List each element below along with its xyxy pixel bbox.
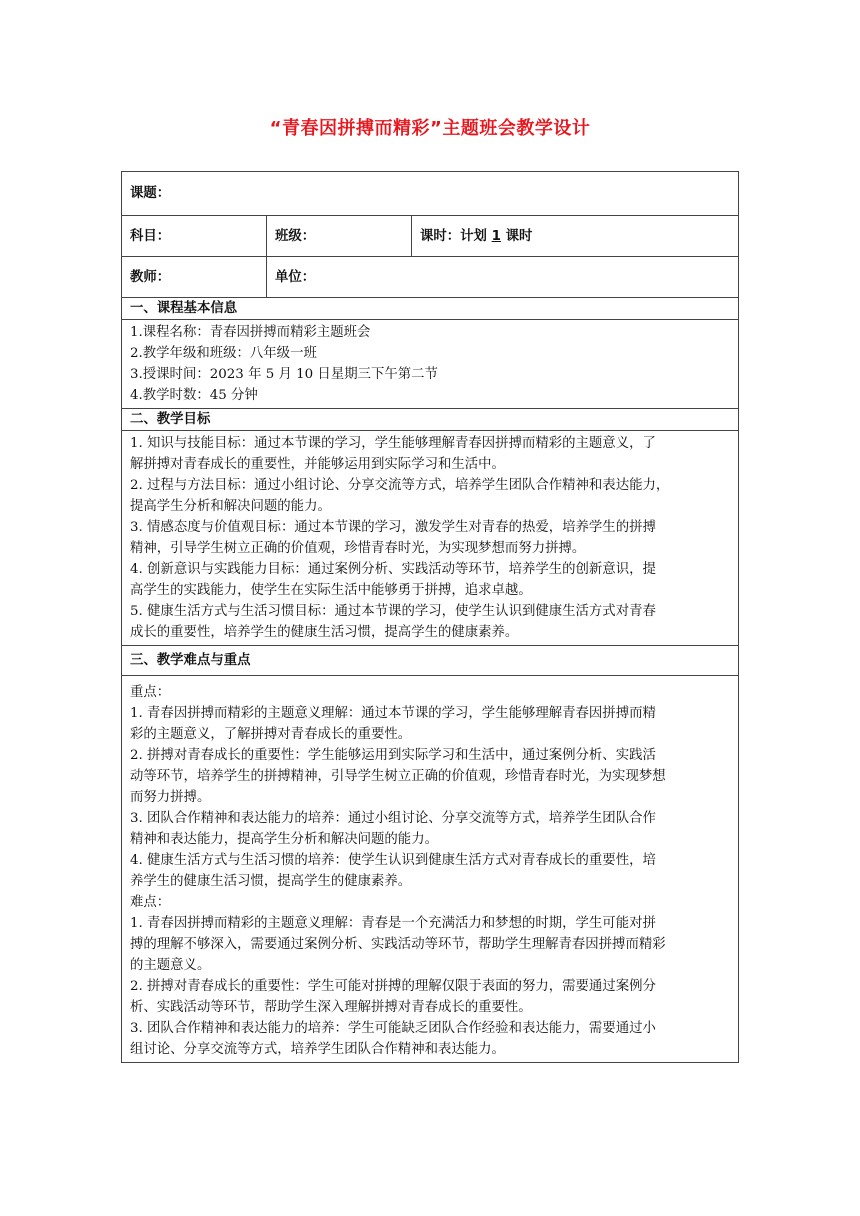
topic-row [122, 172, 739, 216]
section1-line: 1.课程名称：青春因拼搏而精彩主题班会 [130, 325, 371, 340]
section3-line: 析、实践活动等环节，帮助学生深入理解拼搏对青春成长的重要性。 [130, 1000, 532, 1015]
period-cell [412, 216, 739, 257]
subject-label: 科目： [122, 216, 267, 257]
section1-heading-row [122, 298, 739, 320]
section3-line: 3. 团队合作精神和表达能力的培养：学生可能缺乏团队合作经验和表达能力，需要通过小 [130, 1021, 656, 1036]
section3-line: 而努力拼搏。 [130, 790, 211, 805]
document-title: “青春因拼搏而精彩”主题班会教学设计 [269, 118, 591, 139]
section3-line: 1. 青春因拼搏而精彩的主题意义理解：青春是一个充满活力和梦想的时期，学生可能对拼 [130, 916, 656, 931]
section3-heading: 三、教学难点与重点 [122, 646, 739, 676]
section2-heading: 二、教学目标 [122, 409, 739, 431]
teacher-label: 教师： [122, 257, 267, 298]
section2-line: 1. 知识与技能目标：通过本节课的学习，学生能够理解青春因拼搏而精彩的主题意义，了 [130, 436, 656, 451]
section3-line: 组讨论、分享交流等方式，培养学生团队合作精神和表达能力。 [130, 1042, 505, 1057]
section1-line: 2.教学年级和班级：八年级一班 [130, 346, 317, 361]
period-prefix: 课时：计划 [420, 228, 487, 244]
period-count: 1 [491, 228, 501, 244]
section3-line: 4. 健康生活方式与生活习惯的培养：使学生认识到健康生活方式对青春成长的重要性，培 [130, 853, 656, 868]
section3-line: 1. 青春因拼搏而精彩的主题意义理解：通过本节课的学习，学生能够理解青春因拼搏而精 [130, 706, 656, 721]
section3-line: 彩的主题意义，了解拼搏对青春成长的重要性。 [130, 727, 412, 742]
section2-line: 4. 创新意识与实践能力目标：通过案例分析、实践活动等环节，培养学生的创新意识，提 [130, 562, 656, 577]
section3-line: 动等环节，培养学生的拼搏精神，引导学生树立正确的价值观，珍惜青春时光，为实现梦想 [130, 769, 666, 784]
section3-heading-row [122, 646, 739, 676]
section3-line: 的主题意义。 [130, 958, 211, 973]
section3-line: 养学生的健康生活习惯，提高学生的健康素养。 [130, 874, 412, 889]
unit-label: 单位： [267, 257, 739, 298]
section3-line: 搏的理解不够深入，需要通过案例分析、实践活动等环节，帮助学生理解青春因拼搏而精彩 [130, 937, 666, 952]
section3-line: 2. 拼搏对青春成长的重要性：学生可能对拼搏的理解仅限于表面的努力，需要通过案例分 [130, 979, 656, 994]
lesson-plan-table [121, 171, 739, 1063]
topic-label: 课题： [122, 172, 739, 216]
section3-body-row [122, 676, 739, 1063]
teacher-row [122, 257, 739, 298]
section3-line: 2. 拼搏对青春成长的重要性：学生能够运用到实际学习和生活中，通过案例分析、实践活 [130, 748, 656, 763]
section2-line: 高学生的实践能力，使学生在实际生活中能够勇于拼搏，追求卓越。 [130, 583, 532, 598]
section1-line: 4.教学时数：45 分钟 [130, 388, 258, 403]
subject-row [122, 216, 739, 257]
section2-heading-row [122, 409, 739, 431]
section3-line: 精神和表达能力，提高学生分析和解决问题的能力。 [130, 832, 438, 847]
section2-line: 提高学生分析和解决问题的能力。 [130, 499, 331, 514]
section2-line: 精神，引导学生树立正确的价值观，珍惜青春时光，为实现梦想而努力拼搏。 [130, 541, 586, 556]
section1-heading: 一、课程基本信息 [122, 298, 739, 320]
section3-line: 难点： [130, 895, 171, 910]
section3-line: 重点： [130, 685, 171, 700]
section2-line: 3. 情感态度与价值观目标：通过本节课的学习，激发学生对青春的热爱，培养学生的拼搏 [130, 520, 656, 535]
section1-line: 3.授课时间：2023 年 5 月 10 日星期三下午第二节 [130, 367, 438, 382]
section2-body [122, 431, 739, 646]
section2-line: 5. 健康生活方式与生活习惯目标：通过本节课的学习，使学生认识到健康生活方式对青春 [130, 604, 656, 619]
period-suffix: 课时 [505, 228, 533, 244]
section2-body-row [122, 431, 739, 646]
section1-body [122, 320, 739, 409]
section1-body-row [122, 320, 739, 409]
section2-line: 2. 过程与方法目标：通过小组讨论、分享交流等方式，培养学生团队合作精神和表达能力， [130, 478, 670, 493]
section3-line: 3. 团队合作精神和表达能力的培养：通过小组讨论、分享交流等方式，培养学生团队合作 [130, 811, 656, 826]
section2-line: 解拼搏对青春成长的重要性，并能够运用到实际学习和生活中。 [130, 457, 505, 472]
section2-line: 成长的重要性，培养学生的健康生活习惯，提高学生的健康素养。 [130, 625, 519, 640]
class-label: 班级： [267, 216, 412, 257]
section3-body [122, 676, 739, 1063]
